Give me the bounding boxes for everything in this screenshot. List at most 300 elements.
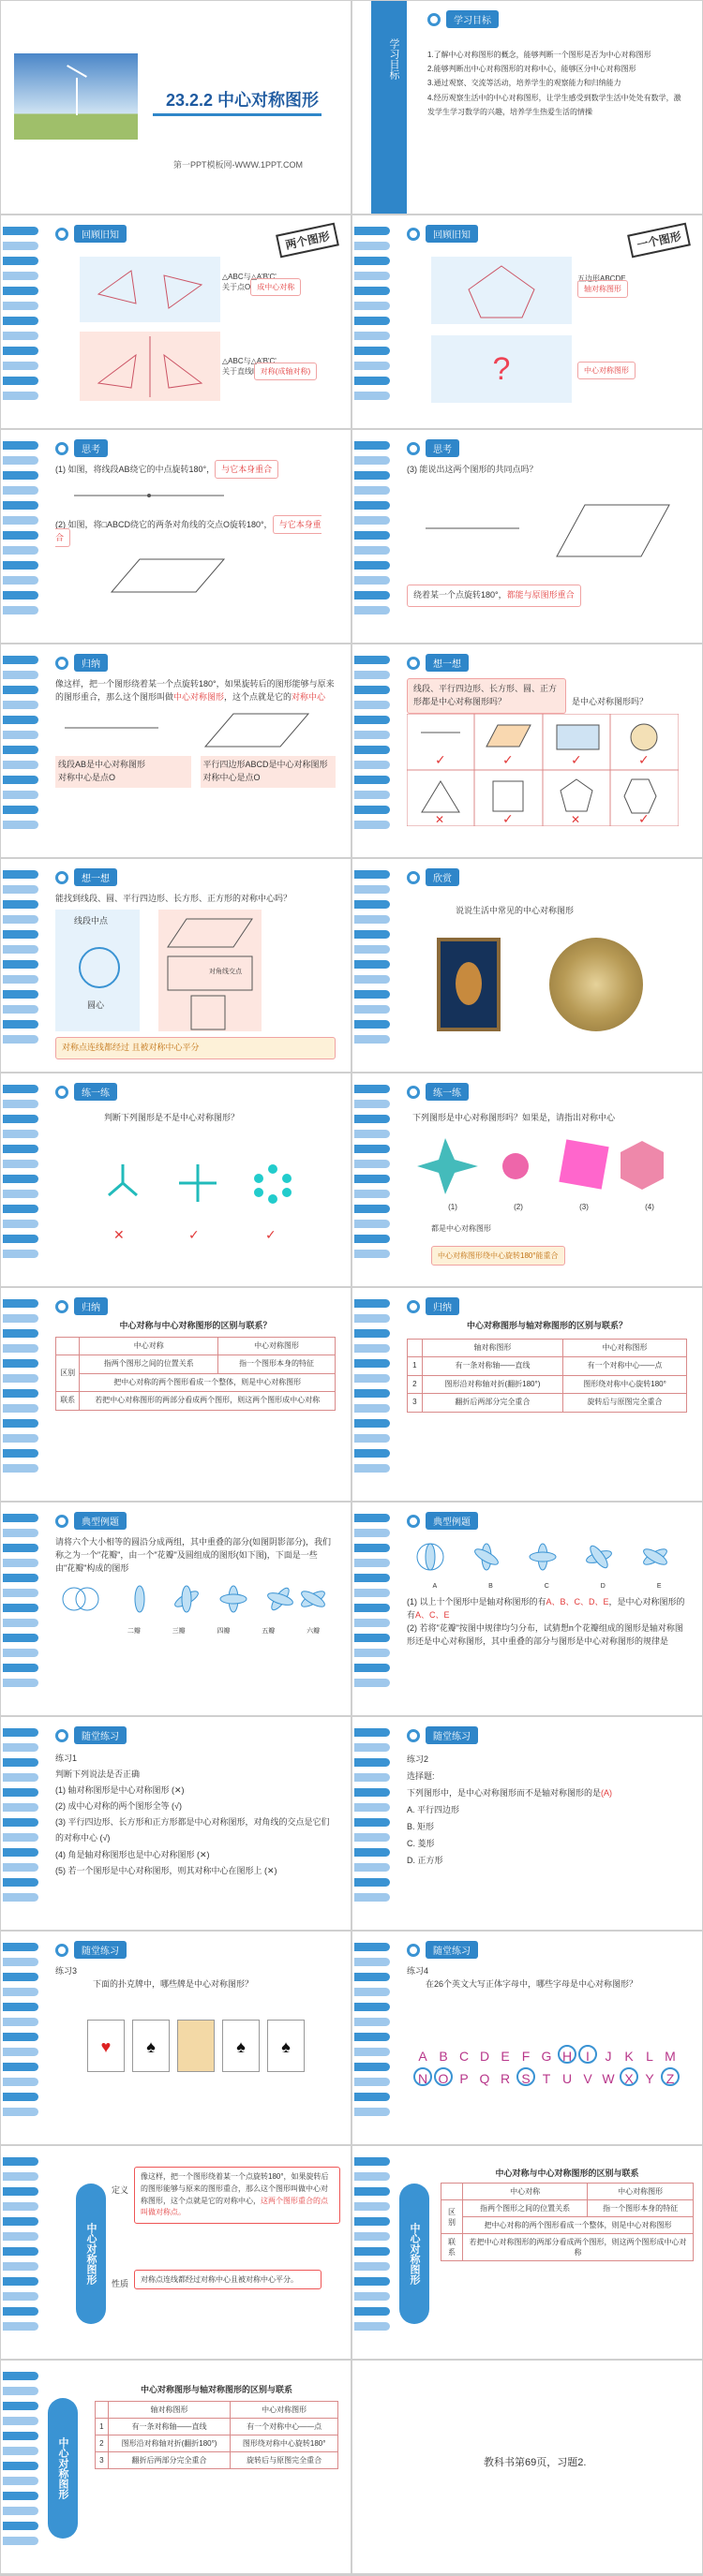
- cell: 指两个图形之间的位置关系: [462, 2200, 587, 2217]
- q1-b: ，是中心对称图形的有: [407, 1596, 685, 1620]
- definition-box: [134, 2167, 340, 2224]
- exercise-heading: 练习4: [407, 1966, 429, 1976]
- sidebar: [3, 1717, 40, 1930]
- label: 二瓣: [127, 1627, 141, 1635]
- tag: 典型例题: [74, 1512, 127, 1530]
- cell: 2: [96, 2435, 109, 2452]
- sidebar: [3, 1073, 40, 1286]
- letter: Q: [479, 2071, 490, 2086]
- tag: 练一练: [74, 1083, 117, 1101]
- col-head: [56, 1337, 80, 1355]
- slide-23: [0, 2360, 352, 2574]
- tag: 随堂练习: [74, 1941, 127, 1959]
- sidebar: [354, 859, 392, 1072]
- hexagon: [621, 1141, 664, 1190]
- triangles-central-svg: [80, 257, 220, 322]
- cell: 若把中心对称图形的两部分看成两个图形，则这两个图形成中心对称: [462, 2234, 693, 2261]
- summary-oval: 中心对称图形: [76, 2184, 106, 2324]
- col-head: [96, 2402, 109, 2419]
- letter: B: [439, 2049, 448, 2064]
- slide-13: [0, 1287, 352, 1502]
- left-panel: [55, 910, 140, 1031]
- tag: 归纳: [74, 654, 108, 672]
- prompt: 说说生活中常见的中心对称图形: [456, 906, 575, 915]
- cell: 翻折后两部分完全重合: [108, 2452, 231, 2469]
- table-title: 中心对称图形与轴对称图形的区别与联系: [140, 2385, 292, 2394]
- label: C: [544, 1582, 549, 1590]
- figures-svg: [95, 1160, 320, 1207]
- slide-title: 23.2.2 中心对称图形: [166, 91, 320, 110]
- header: [407, 868, 459, 886]
- header: [407, 654, 469, 672]
- gear-icon: [407, 657, 420, 670]
- desc-1-b: 关于点O: [222, 283, 251, 291]
- option: C. 菱形: [407, 1839, 435, 1848]
- letter: U: [561, 2071, 573, 2086]
- slide-2: [352, 0, 703, 215]
- label: A: [432, 1582, 438, 1590]
- labels: [407, 1582, 687, 1592]
- question: 线段、平行四边形、长方形、圆、正方形都是中心对称图形吗？: [407, 678, 566, 714]
- slide-3: [0, 215, 352, 429]
- key-definition: 定义: [112, 2185, 129, 2195]
- letter: A: [418, 2049, 427, 2064]
- gear-icon: [407, 1729, 420, 1742]
- homework: 教科书第69页，习题2.: [484, 2457, 587, 2468]
- content: [441, 2167, 694, 2261]
- conclusion-2: 且被对称中心: [131, 1042, 183, 1052]
- option: B. 矩形: [407, 1822, 435, 1831]
- header: [55, 868, 117, 886]
- sidebar: [354, 215, 392, 428]
- letter: N: [413, 2067, 432, 2086]
- header: [55, 654, 108, 672]
- property-box: 对称点连线都经过对称中心且被对称中心平分。: [134, 2270, 322, 2289]
- card-spades-2: ♠: [222, 2020, 260, 2072]
- cell: 2: [408, 1375, 423, 1393]
- cell: 指一个图形本身的特征: [218, 1355, 336, 1373]
- letter: R: [500, 2071, 511, 2086]
- cell: 旋转后与原图完全重合: [231, 2452, 338, 2469]
- tag: 典型例题: [426, 1512, 478, 1530]
- tag: 想一想: [426, 654, 469, 672]
- tag: 思考: [74, 439, 108, 457]
- slide-5: [0, 429, 352, 644]
- petals-svg: [407, 1536, 679, 1577]
- shape-circle: [631, 724, 657, 750]
- tag: 回顾旧知: [426, 225, 478, 243]
- goal-item: 2.能够判断出中心对称图形的对称中心，能够区分中心对称图形: [427, 65, 636, 74]
- gear-icon: [55, 657, 68, 670]
- header: [407, 1083, 469, 1101]
- label-4: (4): [645, 1203, 654, 1211]
- card-hearts: ♥: [87, 2020, 125, 2072]
- gear-icon: [55, 1300, 68, 1313]
- header: [407, 439, 459, 457]
- label: 三瓣: [172, 1627, 186, 1635]
- item: (4) 角是轴对称图形也是中心对称图形 (✕): [55, 1849, 210, 1859]
- question: 下面的扑克牌中，哪些牌是中心对称图形？: [93, 1978, 254, 1989]
- letter: M: [665, 2049, 676, 2064]
- cell: 图形沿对称轴对折(翻折180°): [422, 1375, 562, 1393]
- col-head: 中心对称图形: [563, 1339, 687, 1356]
- letter: Y: [645, 2071, 654, 2086]
- tag: 归纳: [74, 1297, 108, 1315]
- letter: G: [541, 2049, 552, 2064]
- header: [55, 1083, 117, 1101]
- letter: F: [521, 2049, 531, 2064]
- gear-icon: [407, 1086, 420, 1099]
- question: (3) 能说出这两个图形的共同点吗？: [407, 465, 538, 474]
- label-diagonal: 对角线交点: [209, 968, 242, 975]
- letter-row-2: [412, 2066, 694, 2089]
- slide-9: [0, 858, 352, 1073]
- content: [55, 1965, 336, 1991]
- header: [55, 1941, 127, 1959]
- header: [407, 1941, 478, 1959]
- compare-table: [407, 1339, 687, 1413]
- slide-14: [352, 1287, 703, 1502]
- slide-20: [352, 1931, 703, 2145]
- slide-6: [352, 429, 703, 644]
- card-spades: ♠: [132, 2020, 170, 2072]
- carpet-image: [437, 938, 501, 1031]
- letter: O: [434, 2067, 453, 2086]
- shape-triangle: [422, 781, 459, 812]
- q1: (1) 以上十个图形中是轴对称图形的有: [407, 1596, 546, 1606]
- definition-red: 这两个图形重合的点叫做对称点。: [141, 2196, 328, 2217]
- label: 四瓣: [217, 1627, 231, 1635]
- def-2: ，这个点就是它的: [224, 691, 292, 702]
- desc-2: [222, 356, 317, 377]
- label-2: (2): [514, 1203, 523, 1211]
- label-3: (3): [579, 1203, 589, 1211]
- exercise-heading: 练习1: [55, 1754, 78, 1763]
- compare-table: [441, 2183, 694, 2261]
- mark-3: ✓: [265, 1227, 277, 1242]
- letter: I: [578, 2045, 597, 2064]
- q1-answer: A、B、C、D、E: [546, 1596, 609, 1606]
- q1-answer: 与它本身重合: [215, 460, 278, 479]
- header: [427, 10, 499, 28]
- circle-shape: [79, 947, 120, 988]
- pentagon-svg: [431, 257, 572, 324]
- sidebar: [3, 2361, 40, 2573]
- col-head: 轴对称图形: [108, 2402, 231, 2419]
- gear-icon: [55, 1086, 68, 1099]
- sidebar: [3, 1932, 40, 2144]
- header: [55, 439, 108, 457]
- banner: 一个图形: [627, 223, 691, 259]
- shape-square: [493, 781, 523, 811]
- letter: W: [602, 2071, 615, 2086]
- letter: Z: [661, 2067, 680, 2086]
- side-title: 学习目标: [388, 38, 399, 80]
- figures-svg: [55, 704, 327, 751]
- desc-1: [577, 274, 628, 294]
- answer-2: 中心对称图形: [577, 362, 636, 379]
- shape-pentagon: [561, 779, 592, 811]
- header: [407, 1297, 459, 1315]
- tag: 回顾旧知: [74, 225, 127, 243]
- slide-8: [352, 644, 703, 858]
- figures: [55, 906, 336, 1037]
- sidebar: [354, 2146, 392, 2359]
- sidebar: [3, 859, 40, 1072]
- medallion-image: [549, 938, 643, 1031]
- summary-oval: 中心对称图形: [48, 2398, 78, 2539]
- sidebar: [354, 1288, 392, 1501]
- gear-icon: [55, 442, 68, 455]
- cell: 指一个图形本身的特征: [588, 2200, 694, 2217]
- side-bar: [371, 1, 407, 215]
- desc-1-line: 五边形ABCDE: [577, 274, 626, 283]
- gear-icon: [55, 1515, 68, 1528]
- tri-a: [98, 271, 136, 303]
- cell: 3: [408, 1394, 423, 1412]
- slide-18: [352, 1716, 703, 1931]
- header: [55, 1726, 127, 1744]
- header: [407, 1512, 478, 1530]
- mark-2: ✓: [188, 1227, 200, 1242]
- question-2: 是中心对称图形吗？: [572, 696, 649, 706]
- segment-svg: [55, 477, 243, 514]
- parallelogram-svg: [55, 545, 243, 601]
- col-head: 中心对称: [462, 2184, 587, 2200]
- tri-a: [98, 355, 136, 388]
- letter: H: [558, 2045, 576, 2064]
- goal-item: 3.通过观察、交流等活动，培养学生的观察能力和归纳能力: [427, 79, 621, 88]
- cross-mark: ✕: [571, 812, 581, 826]
- item: (1) 轴对称图形是中心对称图形 (✕): [55, 1785, 185, 1796]
- cell: 有一个对称中心——点: [563, 1357, 687, 1375]
- figure-box-1: [80, 257, 220, 322]
- header: [55, 225, 127, 243]
- gear-icon: [55, 1729, 68, 1742]
- slide-24: [352, 2360, 703, 2574]
- key-property: 性质: [112, 2279, 129, 2288]
- slide-22: [352, 2145, 703, 2360]
- cell: 翻折后两部分完全重合: [422, 1394, 562, 1412]
- answer-1: 成中心对称: [250, 278, 301, 296]
- letter: V: [583, 2071, 592, 2086]
- slide-10: [352, 858, 703, 1073]
- cell: 区别: [441, 2200, 463, 2234]
- cell: 有一条对称轴——直线: [108, 2419, 231, 2435]
- table-title: 中心对称与中心对称图形的区别与联系: [495, 2169, 639, 2178]
- content: [407, 1965, 687, 1991]
- sky-photo: [14, 53, 138, 140]
- content: [407, 1751, 687, 1869]
- cell: 指两个图形之间的位置关系: [80, 1355, 218, 1373]
- tri-b: [164, 355, 202, 388]
- label: 六瓣: [307, 1627, 321, 1635]
- item: (2) 成中心对称的两个图形全等 (√): [55, 1801, 182, 1812]
- shape-rectangle: [557, 725, 599, 749]
- compare-table: [95, 2401, 338, 2469]
- col-head: [441, 2184, 463, 2200]
- def-term: 中心对称图形: [173, 691, 225, 702]
- gear-icon: [55, 228, 68, 241]
- sidebar: [3, 644, 40, 857]
- gear-icon: [427, 13, 441, 26]
- midpoint: [147, 494, 151, 497]
- exercise-heading: 练习3: [55, 1966, 78, 1976]
- goal-item: 4.经历观察生活中的中心对称图形，让学生感受到数学生活中处处有数学，激发学生学习数学的兴趣，培养学生热爱生活的情操: [427, 93, 681, 116]
- figures-svg: [412, 1133, 684, 1199]
- parallelogram: [205, 714, 308, 747]
- goal-list: [427, 48, 687, 119]
- question-mark: ?: [492, 350, 511, 387]
- cross-mark: ✕: [435, 812, 445, 826]
- q2: (2) 若将"花瓣"按图中规律均匀分布，试猜想n个花瓣组成的图形是轴对称图形还是中心对称图形，其中重叠的部分与图形是中心对称图形的规律是: [407, 1622, 683, 1646]
- content: [55, 464, 336, 606]
- tag: 想一想: [74, 868, 117, 886]
- cell: 3: [96, 2452, 109, 2469]
- answer-red: 都能与原图形重合: [506, 589, 575, 600]
- answer: 都是中心对称图形: [431, 1224, 491, 1233]
- question: 能找到线段、圆、平行四边形、长方形、正方形的对称中心吗？: [55, 894, 292, 903]
- note-1: 线段AB是中心对称图形: [58, 759, 146, 769]
- tag: 随堂练习: [426, 1726, 478, 1744]
- sidebar: [3, 2146, 40, 2359]
- def-1: 像这样，把一个图形绕着某一个点旋转180°，如果旋转后的图形能够与原来的图形重合，那么这个图形叫做: [55, 679, 335, 702]
- definition: 像这样，把一个图形绕着某一个点旋转180°，如果旋转后的图形能够与原来的图形重合，那么这个图形叫做中心对称图形，这个点就是它的对称中心，: [141, 2172, 329, 2205]
- header: [407, 225, 478, 243]
- tag: 欣赏: [426, 868, 459, 886]
- def-center: 对称中心: [292, 691, 326, 702]
- content: [407, 678, 687, 831]
- cell: 1: [96, 2419, 109, 2435]
- col-head: 中心对称图形: [218, 1337, 336, 1355]
- note-4: 对称中心是点O: [202, 772, 261, 782]
- label: E: [656, 1582, 662, 1590]
- gear-icon: [55, 1944, 68, 1957]
- pentagon: [469, 266, 534, 318]
- slide-17: [0, 1716, 352, 1931]
- labels: [420, 1203, 682, 1211]
- check-mark: ✓: [502, 810, 514, 826]
- exercise-heading: 练习2: [407, 1754, 429, 1764]
- question: 中心对称图形与轴对称图形的区别与联系？: [466, 1321, 627, 1330]
- content: [407, 464, 687, 607]
- col-head: 中心对称图形: [588, 2184, 694, 2200]
- col-head: 中心对称图形: [231, 2402, 338, 2419]
- question: 判断下列图形是不是中心对称图形？: [104, 1113, 240, 1122]
- letter: C: [458, 2049, 470, 2064]
- slide-15: [0, 1502, 352, 1716]
- square-pattern: [559, 1139, 608, 1189]
- letter: L: [646, 2049, 653, 2064]
- sidebar: [3, 1288, 40, 1501]
- shape-grid-svg: [407, 714, 679, 826]
- answer-1: 轴对称图形: [577, 280, 628, 298]
- gear-icon: [407, 228, 420, 241]
- cell: 区别: [56, 1355, 80, 1392]
- gear-icon: [407, 442, 420, 455]
- note-2: 对称中心是点O: [58, 772, 116, 782]
- label-1: (1): [448, 1203, 457, 1211]
- cell: 图形绕对称中心旋转180°: [563, 1375, 687, 1393]
- check-mark: ✓: [502, 751, 514, 767]
- question: 下列图形是中心对称图形吗？如果是，请指出对称中心: [412, 1113, 616, 1122]
- sidebar: [3, 430, 40, 643]
- card-spades-3: ♠: [267, 2020, 305, 2072]
- q1: (1) 如图，将线段AB绕它的中点旋转180°，: [55, 465, 216, 474]
- letter: X: [620, 2067, 638, 2086]
- letter: T: [542, 2071, 551, 2086]
- parallelogram: [557, 505, 669, 556]
- slide-11: [0, 1073, 352, 1287]
- question: 中心对称与中心对称图形的区别与联系？: [119, 1321, 272, 1330]
- content: [55, 678, 336, 788]
- q2: (2) 如图，将□ABCD绕它的两条对角线的交点O旋转180°，: [55, 519, 273, 529]
- cell: 联系: [441, 2234, 463, 2261]
- parallelogram: [112, 559, 224, 592]
- sidebar: [354, 430, 392, 643]
- tag: 归纳: [426, 1297, 459, 1315]
- check-mark: ✓: [638, 810, 650, 826]
- sidebar: [354, 1073, 392, 1286]
- gear-icon: [407, 1300, 420, 1313]
- gear-icon: [407, 871, 420, 884]
- cell: 图形沿对称轴对折(翻折180°): [108, 2435, 231, 2452]
- cards: [87, 2020, 305, 2072]
- question: 选择题:: [407, 1771, 435, 1781]
- tag: 思考: [426, 439, 459, 457]
- option: A. 平行四边形: [407, 1805, 460, 1814]
- label: D: [600, 1582, 606, 1590]
- tag: 随堂练习: [74, 1726, 127, 1744]
- figure-box-1: [431, 257, 572, 324]
- summary-oval: 中心对称图形: [399, 2184, 429, 2324]
- check-mark: ✓: [571, 751, 582, 767]
- tri-b: [164, 275, 202, 308]
- labels: [55, 1627, 336, 1637]
- shape-hexagon: [624, 779, 656, 813]
- slide-subtitle: 第一PPT模板网-WWW.1PPT.COM: [173, 160, 303, 170]
- figures-svg: [407, 477, 679, 580]
- pinwheel: [417, 1138, 478, 1194]
- desc-1-line: △ABC与△A'B'C': [222, 273, 277, 281]
- answer: (A): [601, 1788, 613, 1798]
- tag: 练一练: [426, 1083, 469, 1101]
- cell: 若把中心对称图形的两部分看成两个图形，则这两个图形成中心对称: [80, 1392, 336, 1410]
- sidebar: [354, 1932, 392, 2144]
- col-head: 中心对称: [80, 1337, 218, 1355]
- cell: 1: [408, 1357, 423, 1375]
- q2-answer: 与它本身重合: [55, 515, 322, 547]
- conclusion-3: 平分: [182, 1042, 200, 1052]
- col-head: [408, 1339, 423, 1356]
- answer: 绕着某一个点旋转180°，: [413, 589, 507, 600]
- goal-item: 1.了解中心对称图形的概念，能够判断一个图形是否为中心对称图形: [427, 51, 651, 59]
- question-2: 下列图形中，是中心对称图形而不是轴对称图形的是: [407, 1788, 602, 1798]
- slide-1: [0, 0, 352, 215]
- content: [55, 1751, 336, 1879]
- gear-icon: [55, 871, 68, 884]
- question: 判断下列说法是否正确: [55, 1769, 141, 1780]
- sidebar: [3, 1503, 40, 1715]
- cell: 旋转后与原图完全重合: [563, 1394, 687, 1412]
- sidebar: [354, 644, 392, 857]
- gear-icon: [407, 1944, 420, 1957]
- mark-1: ✕: [113, 1227, 125, 1242]
- col-head: 轴对称图形: [422, 1339, 562, 1356]
- content: [95, 2383, 338, 2469]
- petals-svg: [55, 1576, 327, 1622]
- desc-2-b: 关于直线l: [222, 367, 254, 376]
